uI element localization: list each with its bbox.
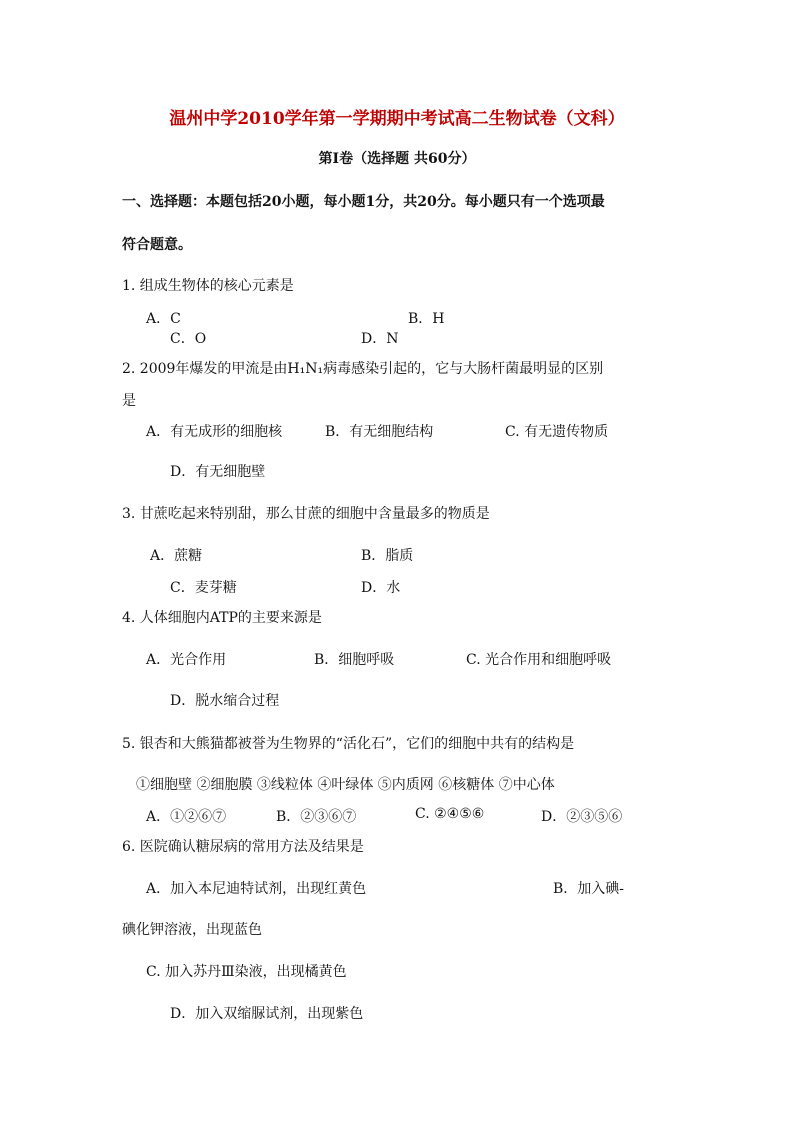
- question-2-option-b: B．有无细胞结构: [325, 424, 434, 440]
- question-6-stem: 6. 医院确认糖尿病的常用方法及结果是: [122, 839, 364, 855]
- question-5-option-a: A．①②⑥⑦: [146, 809, 227, 825]
- question-3-option-b: B．脂质: [361, 548, 414, 564]
- question-1-option-d: D．N: [361, 331, 399, 347]
- question-5-stem: 5. 银杏和大熊猫都被誉为生物界的“活化石”，它们的细胞中共有的结构是: [122, 736, 575, 752]
- question-5-option-b: B．②③⑥⑦: [276, 809, 357, 825]
- question-6-option-a: A．加入本尼迪特试剂，出现红黄色: [146, 881, 367, 897]
- question-3-option-d: D．水: [361, 580, 401, 596]
- question-1-option-b: B．H: [408, 311, 445, 327]
- question-4-option-c: C. 光合作用和细胞呼吸: [466, 652, 612, 668]
- question-1-stem: 1. 组成生物体的核心元素是: [122, 278, 294, 294]
- question-2-option-a: A．有无成形的细胞核: [146, 424, 283, 440]
- question-5-structures: ①细胞壁 ②细胞膜 ③线粒体 ④叶绿体 ⑤内质网 ⑥核糖体 ⑦中心体: [136, 777, 555, 793]
- exam-title: 温州中学2010学年第一学期期中考试高二生物试卷（文科）: [169, 109, 625, 129]
- question-5-option-c: C. ②④⑤⑥: [415, 806, 485, 822]
- question-1-option-a: A．C: [146, 311, 181, 327]
- question-5-option-d: D．②③⑤⑥: [541, 809, 623, 825]
- question-4-option-d: D．脱水缩合过程: [170, 693, 280, 709]
- instruction-line-1: 一、选择题：本题包括20小题，每小题1分，共20分。每小题只有一个选项最: [122, 194, 605, 210]
- instruction-line-2: 符合题意。: [122, 237, 192, 253]
- question-4-option-a: A．光合作用: [146, 652, 227, 668]
- section-title: 第Ⅰ卷（选择题 共60分）: [318, 151, 476, 167]
- question-2-option-c: C. 有无遗传物质: [505, 424, 609, 440]
- question-6-option-c: C. 加入苏丹Ⅲ染液，出现橘黄色: [146, 964, 347, 980]
- question-2-stem-line-2: 是: [122, 393, 136, 409]
- question-1-option-c: C．O: [170, 331, 207, 347]
- question-3-stem: 3. 甘蔗吃起来特别甜，那么甘蔗的细胞中含量最多的物质是: [122, 506, 490, 522]
- question-3-option-a: A．蔗糖: [150, 548, 203, 564]
- question-4-stem: 4. 人体细胞内ATP的主要来源是: [122, 610, 322, 626]
- question-6-option-b-continued: 碘化钾溶液，出现蓝色: [122, 922, 262, 938]
- question-3-option-c: C．麦芽糖: [170, 580, 237, 596]
- question-4-option-b: B．细胞呼吸: [314, 652, 395, 668]
- question-2-option-d: D．有无细胞壁: [170, 464, 266, 480]
- question-6-option-b: B．加入碘-: [553, 881, 625, 897]
- question-6-option-d: D．加入双缩脲试剂，出现紫色: [170, 1006, 364, 1022]
- question-2-stem-line-1: 2. 2009年爆发的甲流是由H₁N₁病毒感染引起的，它与大肠杆菌最明显的区别: [122, 361, 604, 377]
